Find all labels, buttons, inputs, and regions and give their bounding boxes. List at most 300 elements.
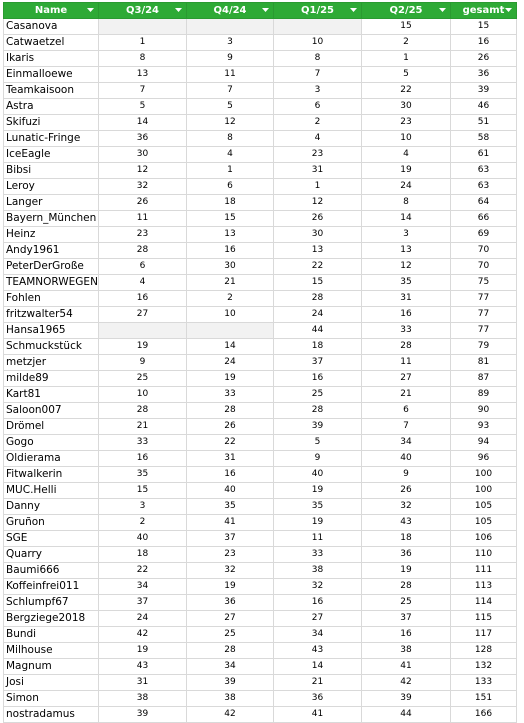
gesamt-cell[interactable]: 100 (451, 467, 517, 483)
q3-24-cell[interactable]: 40 (99, 531, 187, 547)
q1-25-cell[interactable]: 11 (274, 531, 362, 547)
q4-24-cell[interactable]: 4 (187, 147, 274, 163)
gesamt-cell[interactable]: 87 (451, 371, 517, 387)
q4-24-cell[interactable]: 10 (187, 307, 274, 323)
q1-25-cell[interactable]: 8 (274, 51, 362, 67)
q1-25-cell[interactable]: 16 (274, 595, 362, 611)
q3-24-cell[interactable]: 43 (99, 659, 187, 675)
q4-24-cell[interactable]: 12 (187, 115, 274, 131)
q4-24-cell[interactable]: 18 (187, 195, 274, 211)
q3-24-cell[interactable]: 9 (99, 355, 187, 371)
q3-24-cell[interactable]: 14 (99, 115, 187, 131)
column-header-q4-24[interactable] (187, 3, 274, 19)
q2-25-cell[interactable]: 24 (362, 179, 451, 195)
player-name-cell[interactable]: Schmuckstück (4, 339, 99, 355)
gesamt-cell[interactable]: 77 (451, 307, 517, 323)
gesamt-cell[interactable]: 63 (451, 179, 517, 195)
gesamt-cell[interactable]: 105 (451, 515, 517, 531)
column-header-label: Q2/25 (389, 5, 423, 16)
q1-25-cell[interactable]: 36 (274, 691, 362, 707)
q1-25-cell[interactable]: 19 (274, 483, 362, 499)
filter-dropdown-icon[interactable] (505, 7, 512, 14)
gesamt-cell[interactable]: 110 (451, 547, 517, 563)
q3-24-cell[interactable]: 5 (99, 99, 187, 115)
column-header-q1-25[interactable] (274, 3, 362, 19)
q1-25-cell[interactable]: 7 (274, 67, 362, 83)
q1-25-cell[interactable]: 16 (274, 371, 362, 387)
gesamt-cell[interactable]: 69 (451, 227, 517, 243)
q2-25-cell[interactable]: 34 (362, 435, 451, 451)
q4-24-cell[interactable]: 36 (187, 595, 274, 611)
table-row (4, 323, 517, 339)
player-name-cell[interactable]: nostradamus (4, 707, 99, 723)
q2-25-cell[interactable]: 41 (362, 659, 451, 675)
q4-24-cell[interactable]: 16 (187, 243, 274, 259)
q4-24-cell[interactable]: 34 (187, 659, 274, 675)
table-row (4, 179, 517, 195)
gesamt-cell[interactable]: 111 (451, 563, 517, 579)
q1-25-cell[interactable]: 33 (274, 547, 362, 563)
standings-table (3, 2, 517, 723)
q4-24-cell[interactable]: 39 (187, 675, 274, 691)
q3-24-cell[interactable]: 38 (99, 691, 187, 707)
q4-24-cell[interactable]: 9 (187, 51, 274, 67)
player-name-cell[interactable]: MUC.Helli (4, 483, 99, 499)
gesamt-cell[interactable]: 51 (451, 115, 517, 131)
q2-25-cell[interactable]: 14 (362, 211, 451, 227)
q1-25-cell[interactable]: 38 (274, 563, 362, 579)
player-name-cell[interactable]: Bundi (4, 627, 99, 643)
table-row (4, 99, 517, 115)
gesamt-cell[interactable]: 79 (451, 339, 517, 355)
q2-25-cell[interactable]: 30 (362, 99, 451, 115)
q3-24-cell[interactable]: 27 (99, 307, 187, 323)
q3-24-cell[interactable]: 1 (99, 35, 187, 51)
q1-25-cell[interactable]: 2 (274, 115, 362, 131)
gesamt-cell[interactable]: 89 (451, 387, 517, 403)
q3-24-cell[interactable]: 36 (99, 131, 187, 147)
table-row (4, 563, 517, 579)
q2-25-cell[interactable]: 23 (362, 115, 451, 131)
gesamt-cell[interactable]: 61 (451, 147, 517, 163)
player-name-cell[interactable]: Leroy (4, 179, 99, 195)
q4-24-cell[interactable] (187, 323, 274, 339)
q3-24-cell[interactable]: 35 (99, 467, 187, 483)
gesamt-cell[interactable]: 15 (451, 19, 517, 35)
q1-25-cell[interactable]: 4 (274, 131, 362, 147)
column-header-name[interactable] (4, 3, 99, 19)
player-name-cell[interactable]: Langer (4, 195, 99, 211)
table-row (4, 259, 517, 275)
q1-25-cell[interactable]: 24 (274, 307, 362, 323)
q1-25-cell[interactable]: 22 (274, 259, 362, 275)
gesamt-cell[interactable]: 100 (451, 483, 517, 499)
q2-25-cell[interactable]: 7 (362, 419, 451, 435)
q3-24-cell[interactable]: 30 (99, 147, 187, 163)
column-header-gesamt[interactable] (451, 3, 517, 19)
q2-25-cell[interactable]: 33 (362, 323, 451, 339)
q2-25-cell[interactable]: 5 (362, 67, 451, 83)
q3-24-cell[interactable]: 39 (99, 707, 187, 723)
q3-24-cell[interactable]: 23 (99, 227, 187, 243)
q4-24-cell[interactable]: 31 (187, 451, 274, 467)
q1-25-cell[interactable]: 43 (274, 643, 362, 659)
player-name-cell[interactable]: Quarry (4, 547, 99, 563)
q1-25-cell[interactable]: 27 (274, 611, 362, 627)
filter-dropdown-icon[interactable] (350, 7, 357, 14)
q3-24-cell[interactable]: 19 (99, 643, 187, 659)
filter-dropdown-icon[interactable] (439, 7, 446, 14)
q3-24-cell[interactable]: 7 (99, 83, 187, 99)
gesamt-cell[interactable]: 90 (451, 403, 517, 419)
table-row (4, 51, 517, 67)
q2-25-cell[interactable]: 19 (362, 163, 451, 179)
q4-24-cell[interactable]: 25 (187, 627, 274, 643)
q2-25-cell[interactable]: 38 (362, 643, 451, 659)
player-name-cell[interactable]: Casanova (4, 19, 99, 35)
gesamt-cell[interactable]: 115 (451, 611, 517, 627)
q1-25-cell[interactable]: 21 (274, 675, 362, 691)
q3-24-cell[interactable]: 25 (99, 371, 187, 387)
table-row (4, 67, 517, 83)
column-header-label: Q3/24 (125, 5, 160, 16)
player-name-cell[interactable]: Gruñon (4, 515, 99, 531)
q2-25-cell[interactable]: 28 (362, 579, 451, 595)
q2-25-cell[interactable]: 42 (362, 675, 451, 691)
q1-25-cell[interactable]: 31 (274, 163, 362, 179)
q3-24-cell[interactable]: 8 (99, 51, 187, 67)
player-name-cell[interactable]: PeterDerGroße (4, 259, 99, 275)
gesamt-cell[interactable]: 36 (451, 67, 517, 83)
q2-25-cell[interactable]: 21 (362, 387, 451, 403)
gesamt-cell[interactable]: 151 (451, 691, 517, 707)
q1-25-cell[interactable]: 37 (274, 355, 362, 371)
gesamt-cell[interactable]: 16 (451, 35, 517, 51)
player-name-cell[interactable]: Fohlen (4, 291, 99, 307)
player-name-cell[interactable]: Ikaris (4, 51, 99, 67)
q2-25-cell[interactable]: 22 (362, 83, 451, 99)
q2-25-cell[interactable]: 4 (362, 147, 451, 163)
gesamt-cell[interactable]: 166 (451, 707, 517, 723)
q4-24-cell[interactable]: 14 (187, 339, 274, 355)
q1-25-cell[interactable]: 40 (274, 467, 362, 483)
q2-25-cell[interactable]: 8 (362, 195, 451, 211)
table-row (4, 227, 517, 243)
q3-24-cell[interactable]: 28 (99, 243, 187, 259)
table-row (4, 531, 517, 547)
q4-24-cell[interactable] (187, 19, 274, 35)
q3-24-cell[interactable]: 26 (99, 195, 187, 211)
q1-25-cell[interactable]: 19 (274, 515, 362, 531)
q3-24-cell[interactable]: 34 (99, 579, 187, 595)
player-name-cell[interactable]: Catwaetzel (4, 35, 99, 51)
q2-25-cell[interactable]: 6 (362, 403, 451, 419)
q3-24-cell[interactable]: 12 (99, 163, 187, 179)
player-name-cell[interactable]: metzjer (4, 355, 99, 371)
q4-24-cell[interactable]: 27 (187, 611, 274, 627)
q4-24-cell[interactable]: 2 (187, 291, 274, 307)
player-name-cell[interactable]: Skifuzi (4, 115, 99, 131)
q2-25-cell[interactable]: 37 (362, 611, 451, 627)
player-name-cell[interactable]: Teamkaisoon (4, 83, 99, 99)
gesamt-cell[interactable]: 66 (451, 211, 517, 227)
q1-25-cell[interactable]: 32 (274, 579, 362, 595)
gesamt-cell[interactable]: 106 (451, 531, 517, 547)
q2-25-cell[interactable]: 1 (362, 51, 451, 67)
player-name-cell[interactable]: Andy1961 (4, 243, 99, 259)
q1-25-cell[interactable]: 13 (274, 243, 362, 259)
table-row (4, 131, 517, 147)
q4-24-cell[interactable]: 28 (187, 403, 274, 419)
q4-24-cell[interactable]: 30 (187, 259, 274, 275)
q4-24-cell[interactable]: 8 (187, 131, 274, 147)
q3-24-cell[interactable]: 3 (99, 499, 187, 515)
player-name-cell[interactable]: Astra (4, 99, 99, 115)
gesamt-cell[interactable]: 75 (451, 275, 517, 291)
player-name-cell[interactable]: IceEagle (4, 147, 99, 163)
q2-25-cell[interactable]: 35 (362, 275, 451, 291)
q3-24-cell[interactable]: 6 (99, 259, 187, 275)
q2-25-cell[interactable]: 31 (362, 291, 451, 307)
q4-24-cell[interactable]: 22 (187, 435, 274, 451)
q4-24-cell[interactable]: 40 (187, 483, 274, 499)
player-name-cell[interactable]: Hansa1965 (4, 323, 99, 339)
q1-25-cell[interactable]: 34 (274, 627, 362, 643)
gesamt-cell[interactable]: 133 (451, 675, 517, 691)
q2-25-cell[interactable]: 13 (362, 243, 451, 259)
q1-25-cell[interactable]: 10 (274, 35, 362, 51)
q2-25-cell[interactable]: 15 (362, 19, 451, 35)
player-name-cell[interactable]: Drömel (4, 419, 99, 435)
player-name-cell[interactable]: Einmalloewe (4, 67, 99, 83)
q4-24-cell[interactable]: 26 (187, 419, 274, 435)
q4-24-cell[interactable]: 19 (187, 579, 274, 595)
q4-24-cell[interactable]: 5 (187, 99, 274, 115)
q4-24-cell[interactable]: 13 (187, 227, 274, 243)
player-name-cell[interactable]: Schlumpf67 (4, 595, 99, 611)
q2-25-cell[interactable]: 16 (362, 627, 451, 643)
table-row (4, 419, 517, 435)
player-name-cell[interactable]: SGE (4, 531, 99, 547)
q2-25-cell[interactable]: 12 (362, 259, 451, 275)
table-row (4, 483, 517, 499)
filter-dropdown-icon[interactable] (87, 7, 94, 14)
column-header-q3-24[interactable] (99, 3, 187, 19)
player-name-cell[interactable]: Heinz (4, 227, 99, 243)
q3-24-cell[interactable]: 24 (99, 611, 187, 627)
player-name-cell[interactable]: Gogo (4, 435, 99, 451)
table-row (4, 291, 517, 307)
q3-24-cell[interactable]: 16 (99, 451, 187, 467)
q4-24-cell[interactable]: 28 (187, 643, 274, 659)
q1-25-cell[interactable]: 23 (274, 147, 362, 163)
q4-24-cell[interactable]: 21 (187, 275, 274, 291)
q4-24-cell[interactable]: 6 (187, 179, 274, 195)
q1-25-cell[interactable]: 3 (274, 83, 362, 99)
gesamt-cell[interactable]: 113 (451, 579, 517, 595)
player-name-cell[interactable]: Milhouse (4, 643, 99, 659)
q4-24-cell[interactable]: 41 (187, 515, 274, 531)
column-header-q2-25[interactable] (362, 3, 451, 19)
q3-24-cell[interactable]: 22 (99, 563, 187, 579)
q3-24-cell[interactable]: 31 (99, 675, 187, 691)
q1-25-cell[interactable]: 1 (274, 179, 362, 195)
table-row (4, 35, 517, 51)
table-row (4, 339, 517, 355)
q4-24-cell[interactable]: 11 (187, 67, 274, 83)
q1-25-cell[interactable]: 9 (274, 451, 362, 467)
gesamt-cell[interactable]: 64 (451, 195, 517, 211)
q2-25-cell[interactable]: 28 (362, 339, 451, 355)
q1-25-cell[interactable]: 28 (274, 291, 362, 307)
q1-25-cell[interactable]: 14 (274, 659, 362, 675)
gesamt-cell[interactable]: 105 (451, 499, 517, 515)
q1-25-cell[interactable]: 26 (274, 211, 362, 227)
q3-24-cell[interactable]: 28 (99, 403, 187, 419)
q2-25-cell[interactable]: 19 (362, 563, 451, 579)
player-name-cell[interactable]: TEAMNORWEGEN (4, 275, 99, 291)
q1-25-cell[interactable]: 39 (274, 419, 362, 435)
q2-25-cell[interactable]: 25 (362, 595, 451, 611)
player-name-cell[interactable]: Josi (4, 675, 99, 691)
q3-24-cell[interactable]: 4 (99, 275, 187, 291)
q4-24-cell[interactable]: 19 (187, 371, 274, 387)
q3-24-cell[interactable]: 21 (99, 419, 187, 435)
q3-24-cell[interactable]: 32 (99, 179, 187, 195)
q3-24-cell[interactable]: 10 (99, 387, 187, 403)
q4-24-cell[interactable]: 32 (187, 563, 274, 579)
q2-25-cell[interactable]: 40 (362, 451, 451, 467)
q3-24-cell[interactable]: 16 (99, 291, 187, 307)
gesamt-cell[interactable]: 93 (451, 419, 517, 435)
gesamt-cell[interactable]: 46 (451, 99, 517, 115)
q2-25-cell[interactable]: 16 (362, 307, 451, 323)
q2-25-cell[interactable]: 9 (362, 467, 451, 483)
player-name-cell[interactable]: Oldierama (4, 451, 99, 467)
q4-24-cell[interactable]: 37 (187, 531, 274, 547)
q4-24-cell[interactable]: 3 (187, 35, 274, 51)
player-name-cell[interactable]: Fitwalkerin (4, 467, 99, 483)
gesamt-cell[interactable]: 39 (451, 83, 517, 99)
gesamt-cell[interactable]: 70 (451, 259, 517, 275)
player-name-cell[interactable]: fritzwalter54 (4, 307, 99, 323)
q4-24-cell[interactable]: 15 (187, 211, 274, 227)
player-name-cell[interactable]: Danny (4, 499, 99, 515)
player-name-cell[interactable]: Baumi666 (4, 563, 99, 579)
q3-24-cell[interactable]: 42 (99, 627, 187, 643)
q4-24-cell[interactable]: 1 (187, 163, 274, 179)
q2-25-cell[interactable]: 43 (362, 515, 451, 531)
column-header-label: Q4/24 (213, 5, 247, 16)
player-name-cell[interactable]: Lunatic-Fringe (4, 131, 99, 147)
gesamt-cell[interactable]: 58 (451, 131, 517, 147)
q1-25-cell[interactable]: 30 (274, 227, 362, 243)
gesamt-cell[interactable]: 132 (451, 659, 517, 675)
q1-25-cell[interactable]: 44 (274, 323, 362, 339)
q2-25-cell[interactable]: 10 (362, 131, 451, 147)
player-name-cell[interactable]: Koffeinfrei011 (4, 579, 99, 595)
gesamt-cell[interactable]: 94 (451, 435, 517, 451)
gesamt-cell[interactable]: 117 (451, 627, 517, 643)
q4-24-cell[interactable]: 33 (187, 387, 274, 403)
player-name-cell[interactable]: Saloon007 (4, 403, 99, 419)
player-name-cell[interactable]: Magnum (4, 659, 99, 675)
gesamt-cell[interactable]: 77 (451, 323, 517, 339)
filter-dropdown-icon[interactable] (262, 7, 269, 14)
q1-25-cell[interactable]: 12 (274, 195, 362, 211)
table-row (4, 403, 517, 419)
gesamt-cell[interactable]: 77 (451, 291, 517, 307)
q2-25-cell[interactable]: 26 (362, 483, 451, 499)
q1-25-cell[interactable]: 5 (274, 435, 362, 451)
header-row (4, 3, 517, 19)
q1-25-cell[interactable]: 25 (274, 387, 362, 403)
gesamt-cell[interactable]: 114 (451, 595, 517, 611)
gesamt-cell[interactable]: 70 (451, 243, 517, 259)
q2-25-cell[interactable]: 39 (362, 691, 451, 707)
q4-24-cell[interactable]: 24 (187, 355, 274, 371)
q2-25-cell[interactable]: 11 (362, 355, 451, 371)
q1-25-cell[interactable]: 28 (274, 403, 362, 419)
table-row (4, 579, 517, 595)
q1-25-cell[interactable]: 18 (274, 339, 362, 355)
player-name-cell[interactable]: Bayern_München (4, 211, 99, 227)
gesamt-cell[interactable]: 26 (451, 51, 517, 67)
table-row (4, 691, 517, 707)
q3-24-cell[interactable]: 2 (99, 515, 187, 531)
q2-25-cell[interactable]: 32 (362, 499, 451, 515)
q4-24-cell[interactable]: 23 (187, 547, 274, 563)
q2-25-cell[interactable]: 36 (362, 547, 451, 563)
q4-24-cell[interactable]: 7 (187, 83, 274, 99)
q1-25-cell[interactable]: 35 (274, 499, 362, 515)
q1-25-cell[interactable]: 6 (274, 99, 362, 115)
q4-24-cell[interactable]: 38 (187, 691, 274, 707)
player-name-cell[interactable]: Kart81 (4, 387, 99, 403)
q2-25-cell[interactable]: 27 (362, 371, 451, 387)
q3-24-cell[interactable]: 19 (99, 339, 187, 355)
player-name-cell[interactable]: Simon (4, 691, 99, 707)
table-row (4, 627, 517, 643)
player-name-cell[interactable]: Bergziege2018 (4, 611, 99, 627)
q3-24-cell[interactable]: 11 (99, 211, 187, 227)
q4-24-cell[interactable]: 16 (187, 467, 274, 483)
q2-25-cell[interactable]: 18 (362, 531, 451, 547)
q3-24-cell[interactable] (99, 323, 187, 339)
q4-24-cell[interactable]: 42 (187, 707, 274, 723)
q4-24-cell[interactable]: 35 (187, 499, 274, 515)
q2-25-cell[interactable]: 3 (362, 227, 451, 243)
player-name-cell[interactable]: Bibsi (4, 163, 99, 179)
q3-24-cell[interactable]: 33 (99, 435, 187, 451)
gesamt-cell[interactable]: 96 (451, 451, 517, 467)
q3-24-cell[interactable]: 37 (99, 595, 187, 611)
q1-25-cell[interactable]: 15 (274, 275, 362, 291)
player-name-cell[interactable]: milde89 (4, 371, 99, 387)
q3-24-cell[interactable]: 18 (99, 547, 187, 563)
filter-dropdown-icon[interactable] (175, 7, 182, 14)
q3-24-cell[interactable]: 13 (99, 67, 187, 83)
q3-24-cell[interactable]: 15 (99, 483, 187, 499)
gesamt-cell[interactable]: 63 (451, 163, 517, 179)
q2-25-cell[interactable]: 2 (362, 35, 451, 51)
q1-25-cell[interactable]: 41 (274, 707, 362, 723)
q3-24-cell[interactable] (99, 19, 187, 35)
gesamt-cell[interactable]: 81 (451, 355, 517, 371)
q1-25-cell[interactable] (274, 19, 362, 35)
gesamt-cell[interactable]: 128 (451, 643, 517, 659)
q2-25-cell[interactable]: 44 (362, 707, 451, 723)
